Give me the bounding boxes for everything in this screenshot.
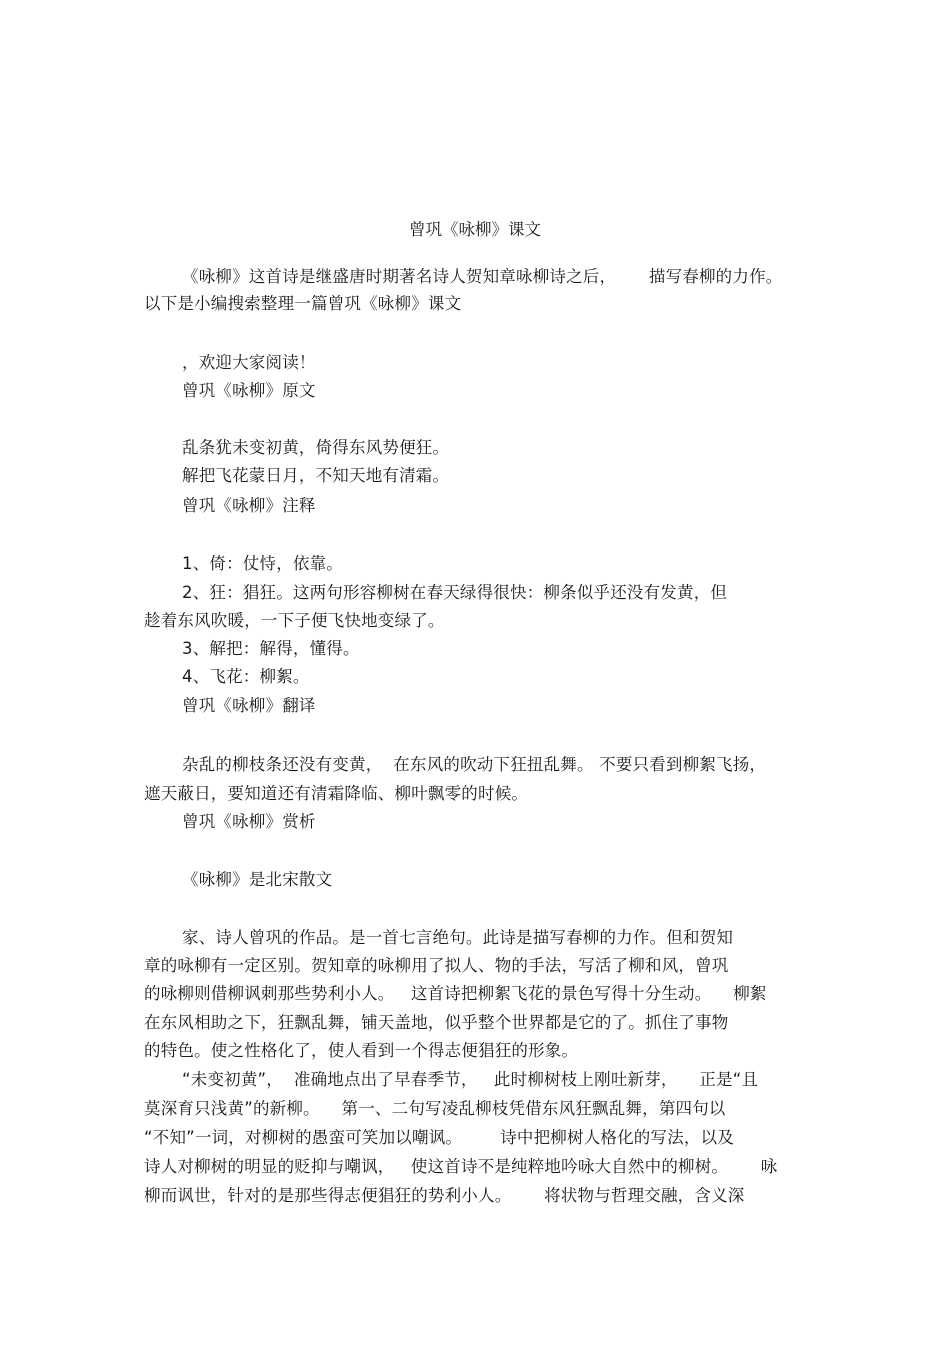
notes-heading: 曾巩《咏柳》注释: [182, 496, 316, 515]
note-1: 1、倚：仗恃，依靠。: [182, 554, 343, 573]
intro-line-2: 以下是小编搜索整理一篇曾巩《咏柳》课文: [144, 294, 462, 313]
original-heading: 曾巩《咏柳》原文: [182, 381, 316, 400]
analysis-para-line-2: 章的咏柳有一定区别。贺知章的咏柳用了拟人、物的手法，写活了柳和风，曾巩: [144, 956, 729, 975]
analysis-para-line-3: 的咏柳则借柳讽刺那些势利小人。 这首诗把柳絮飞花的景色写得十分生动。 柳絮: [144, 984, 767, 1003]
translation-line-1: 杂乱的柳枝条还没有变黄， 在东风的吹动下狂扭乱舞。 不要只看到柳絮飞扬，: [182, 755, 767, 774]
intro-line-1: 《咏柳》这首诗是继盛唐时期著名诗人贺知章咏柳诗之后， 描写春柳的力作。: [182, 267, 783, 286]
analysis-para-line-4: 在东风相助之下，狂飘乱舞，铺天盖地，似乎整个世界都是它的了。抓住了事物: [144, 1013, 729, 1032]
analysis-lead: 《咏柳》是北宋散文: [182, 870, 333, 889]
verse-line-1: 乱条犹未变初黄，倚得东风势便狂。: [182, 438, 450, 457]
analysis-para-line-7: 莫深育只浅黄”的新柳。 第一、二句写凌乱柳枝凭借东风狂飘乱舞，第四句以: [144, 1099, 726, 1118]
note-4: 4、飞花：柳絮。: [182, 667, 310, 686]
analysis-para-line-10: 柳而讽世，针对的是那些得志便猖狂的势利小人。 将状物与哲理交融，含义深: [144, 1186, 745, 1205]
analysis-para-line-5: 的特色。使之性格化了，使人看到一个得志便猖狂的形象。: [144, 1041, 579, 1060]
analysis-heading: 曾巩《咏柳》赏析: [182, 812, 316, 831]
analysis-para-line-6: “未变初黄”， 准确地点出了早春季节， 此时柳树枝上刚吐新芽， 正是“且: [182, 1070, 759, 1089]
note-2-line-1: 2、狂：猖狂。这两句形容柳树在春天绿得很快：柳条似乎还没有发黄，但: [182, 583, 728, 602]
note-3: 3、解把：解得，懂得。: [182, 639, 360, 658]
page-title: 曾巩《咏柳》课文: [409, 220, 541, 239]
verse-line-2: 解把飞花蒙日月，不知天地有清霜。: [182, 466, 450, 485]
translation-heading: 曾巩《咏柳》翻译: [182, 696, 316, 715]
analysis-para-line-8: “不知”一词，对柳树的愚蛮可笑加以嘲讽。 诗中把柳树人格化的写法，以及: [144, 1128, 735, 1147]
intro-line-3: ，欢迎大家阅读！: [182, 353, 316, 372]
analysis-para-line-9: 诗人对柳树的明显的贬抑与嘲讽， 使这首诗不是纯粹地吟咏大自然中的柳树。 咏: [144, 1157, 778, 1176]
translation-line-2: 遮天蔽日，要知道还有清霜降临、柳叶飘零的时候。: [144, 784, 529, 803]
note-2-line-2: 趁着东风吹暖，一下子便飞快地变绿了。: [144, 611, 445, 630]
analysis-para-line-1: 家、诗人曾巩的作品。是一首七言绝句。此诗是描写春柳的力作。但和贺知: [182, 928, 734, 947]
